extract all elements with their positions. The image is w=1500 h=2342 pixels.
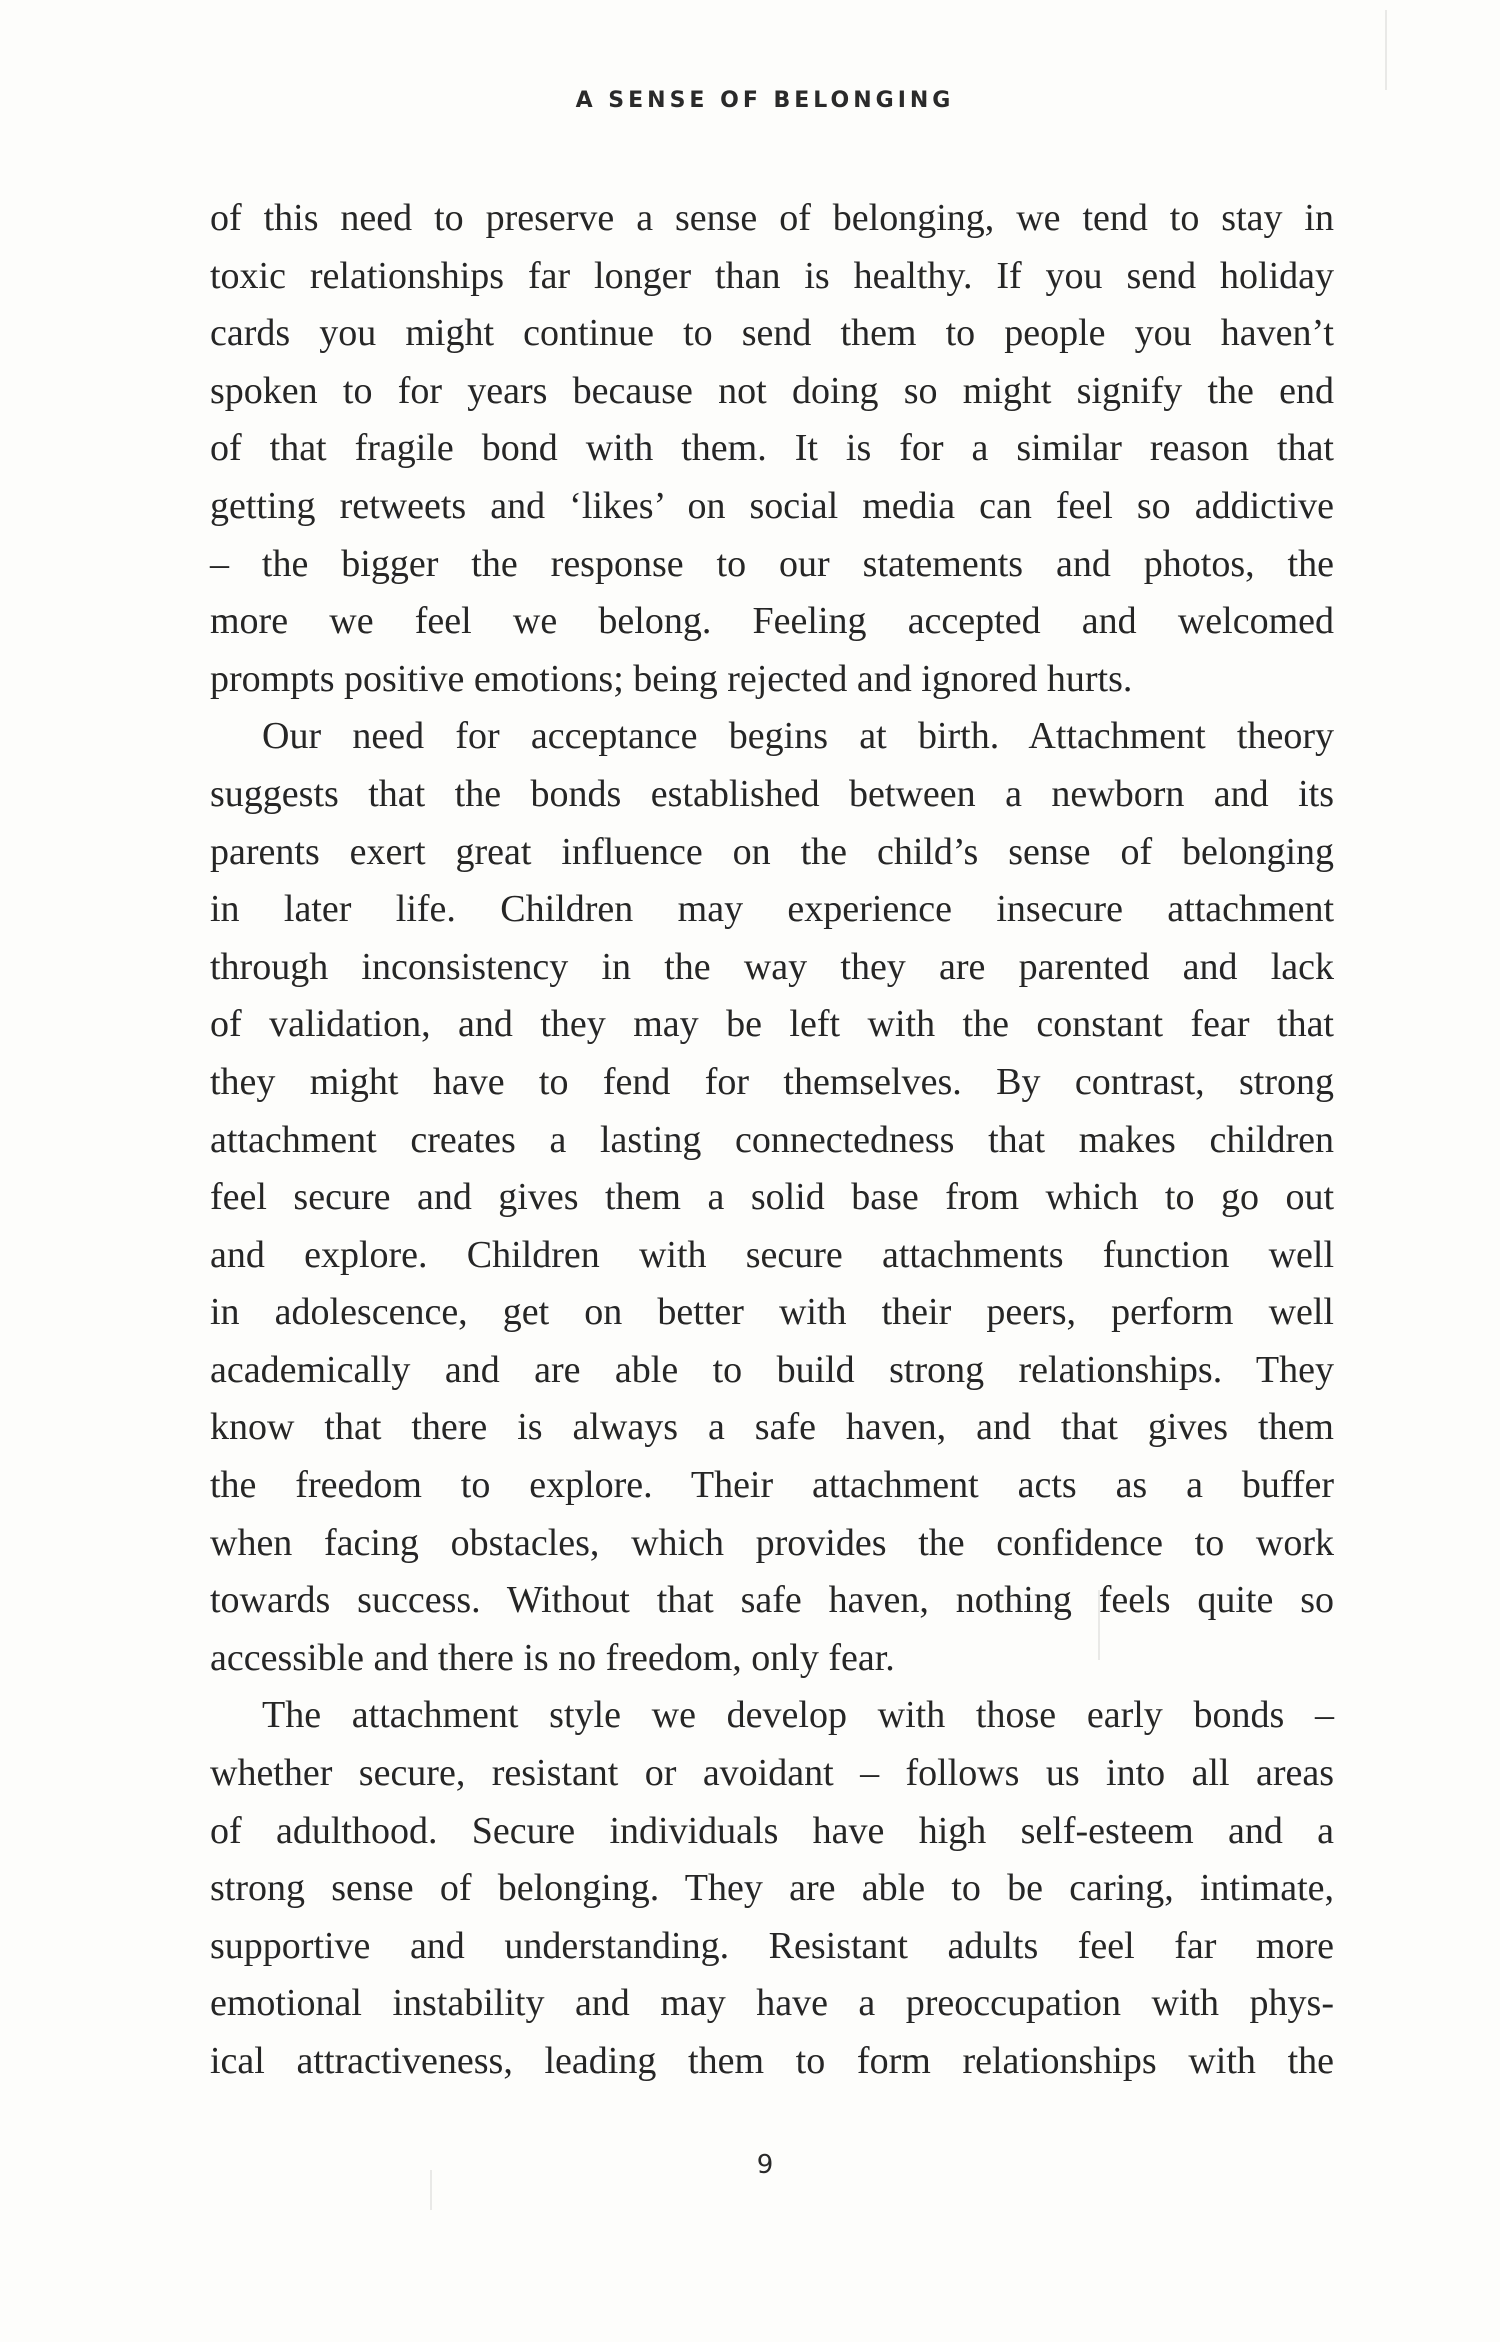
text-line: of validation, and they may be left with the constant fear that xyxy=(210,1003,1334,1046)
text-line: know that there is always a safe haven, and that gives them xyxy=(210,1406,1334,1449)
text-line: cards you might continue to send them to people you haven’t xyxy=(210,312,1334,355)
page-number: 9 xyxy=(756,2150,774,2180)
scan-artifact xyxy=(1098,1590,1100,1660)
text-line: more we feel we belong. Feeling accepted and welcomed xyxy=(210,600,1334,643)
text-line: feel secure and gives them a solid base from which to go out xyxy=(210,1176,1334,1219)
running-head-title: A SENSE OF BELONGING xyxy=(575,88,955,113)
text-line: suggests that the bonds established between a newborn and its xyxy=(210,772,1334,815)
text-line: of adulthood. Secure individuals have high self-esteem and a xyxy=(210,1809,1334,1852)
text-line: whether secure, resistant or avoidant – follows us into all areas xyxy=(210,1752,1334,1795)
paragraph-2 xyxy=(210,708,1334,1687)
text-line: when facing obstacles, which provides the confidence to work xyxy=(210,1521,1334,1564)
scan-artifact xyxy=(430,2170,432,2210)
text-line: emotional instability and may have a preoccupation with phys- xyxy=(210,1982,1334,2025)
text-line: prompts positive emotions; being rejected and ignored hurts. xyxy=(210,657,1133,700)
text-line: in later life. Children may experience insecure attachment xyxy=(210,888,1334,931)
text-line: parents exert great influence on the child’s sense of belonging xyxy=(210,830,1334,873)
text-line: through inconsistency in the way they are parented and lack xyxy=(210,945,1334,988)
body-text xyxy=(210,190,1334,2091)
text-line: of this need to preserve a sense of belonging, we tend to stay in xyxy=(210,197,1334,239)
paragraph-3 xyxy=(210,1687,1334,2090)
text-line: academically and are able to build strong relationships. They xyxy=(210,1348,1334,1391)
text-line: supportive and understanding. Resistant adults feel far more xyxy=(210,1924,1334,1967)
text-line: attachment creates a lasting connectedness that makes children xyxy=(210,1118,1334,1161)
scan-artifact xyxy=(1385,10,1387,90)
text-line: spoken to for years because not doing so might signify the end xyxy=(210,369,1334,412)
text-line: toxic relationships far longer than is healthy. If you send holiday xyxy=(210,254,1334,297)
text-line: ical attractiveness, leading them to form relationships with the xyxy=(210,2040,1334,2082)
text-line: they might have to fend for themselves. By contrast, strong xyxy=(210,1060,1334,1103)
text-line: strong sense of belonging. They are able to be caring, intimate, xyxy=(210,1867,1334,1910)
text-line: The attachment style we develop with those early bonds – xyxy=(262,1694,1334,1737)
text-line: – the bigger the response to our statements and photos, the xyxy=(210,542,1334,585)
text-line: the freedom to explore. Their attachment acts as a buffer xyxy=(210,1464,1334,1507)
text-line: in adolescence, get on better with their peers, perform well xyxy=(210,1291,1334,1334)
text-line: getting retweets and ‘likes’ on social media can feel so addictive xyxy=(210,484,1334,527)
text-line: and explore. Children with secure attachments function well xyxy=(210,1233,1334,1276)
text-line: of that fragile bond with them. It is for a similar reason that xyxy=(210,427,1334,470)
text-line: accessible and there is no freedom, only fear. xyxy=(210,1636,895,1679)
paragraph-1 xyxy=(210,190,1334,708)
text-line: Our need for acceptance begins at birth. Attachment theory xyxy=(262,715,1334,758)
text-line: towards success. Without that safe haven, nothing feels quite so xyxy=(210,1579,1334,1622)
